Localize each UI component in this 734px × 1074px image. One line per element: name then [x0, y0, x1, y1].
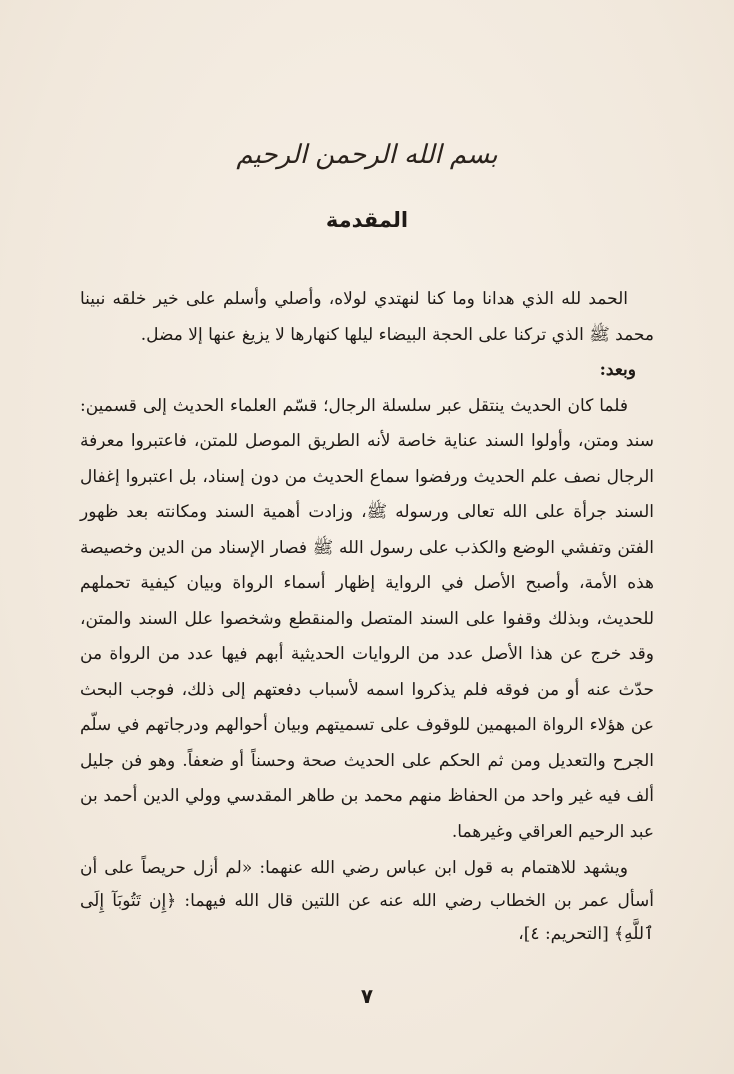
wabaad-heading: وبعد: — [599, 360, 636, 380]
opening-paragraph: الحمد لله الذي هدانا وما كنا لنهتدي لولاه، وأصلي وأسلم على خير خلقه نبينا محمد ﷺ الذي تركنا على الحجة البيضاء ليلها كنهارها لا يزيغ عنها إلا مضل. — [80, 289, 654, 345]
page-number: ٧ — [360, 984, 374, 1008]
basmala-calligraphy: بسم الله الرحمن الرحيم — [236, 140, 498, 170]
page-title: المقدمة — [325, 208, 409, 232]
last-paragraph: ويشهد للاهتمام به قول ابن عباس رضي الله عنهما: «لم أزل حريصاً على أن أسأل عمر بن الخطاب رضي الله عنه عن اللتين قال الله فيهما: ﴿إِن تَتُوبَآ إِلَى ٱللَّهِ﴾ [التحريم: ٤]، — [80, 858, 654, 944]
main-paragraph: فلما كان الحديث ينتقل عبر سلسلة الرجال؛ قسّم العلماء الحديث إلى قسمين: سند ومتن، وأولوا السند عناية خاصة لأنه الطريق الموصل للمتن، فاعتبروا معرفة الرجال نصف علم الحديث ورفضوا سماع الحديث من دون إسناد، بل اعتبروا إغفال السند جرأة على الله تعالى ورسوله ﷺ، وزادت أهمية السند ومكانته بعد ظهور الفتن وتفشي الوضع والكذب على رسول الله ﷺ فصار الإسناد من الدين وخصيصة هذه الأمة، وأصبح الأصل في الرواية إظهار أسماء الرواة وبيان كيفية تحملهم للحديث، وبذلك وقفوا على السند المتصل والمنقطع وشخصوا علل السند والمتن، وقد خرج عن هذا الأصل عدد من الروايات الحديثية أبهم فيها عدد من الرواة من حدّث عنه أو من فوقه فلم يذكروا اسمه لأسباب دفعتهم إلى ذلك، فوجب البحث عن هؤلاء الرواة المبهمين للوقوف على تسميتهم وبيان أحوالهم ودرجاتهم في سلّم الجرح والتعديل ومن ثم الحكم على الحديث صحة وحسناً أو ضعفاً. وهو فن جليل ألف فيه غير واحد من الحفاظ منهم محمد بن طاهر المقدسي وولي الدين أحمد بن عبد الرحيم العراقي وغيرهما. — [80, 395, 654, 842]
body-text — [80, 282, 654, 951]
